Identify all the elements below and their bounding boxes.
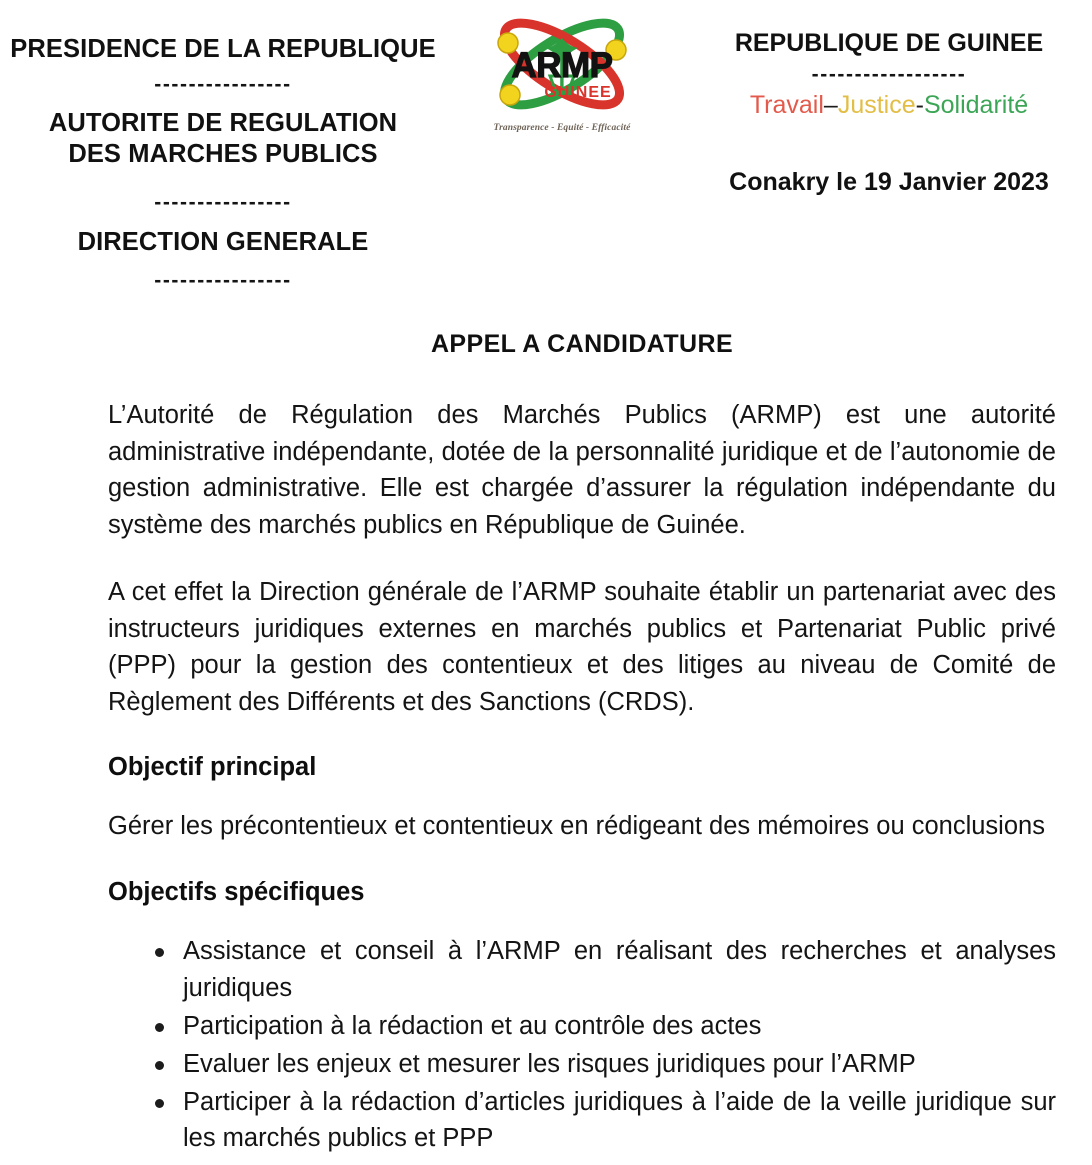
- list-item: [155, 1084, 1056, 1156]
- logo-wordmark: [511, 46, 612, 101]
- header-left-block: [0, 34, 446, 291]
- header-right-separator: ------------------: [811, 64, 967, 85]
- motto-dash-1: –: [823, 91, 838, 119]
- objectifs-specifiques-list: [108, 933, 1056, 1156]
- armp-logo: [488, 2, 640, 142]
- header-separator-2: ----------------: [154, 192, 292, 214]
- list-item-text: Evaluer les enjeux et mesurer les risques juridiques pour l’ARMP: [183, 1050, 916, 1079]
- dateline: Conakry le 19 Janvier 2023: [729, 168, 1049, 196]
- header-separator-3: ----------------: [154, 270, 292, 292]
- list-item: [155, 1046, 1056, 1082]
- list-item-text: Participer à la rédaction d’articles juridiques à l’aide de la veille juridique sur les marchés publics et PPP: [183, 1088, 1056, 1153]
- page-title: APPEL A CANDIDATURE: [430, 330, 734, 358]
- paragraph-purpose: A cet effet la Direction générale de l’ARMP souhaite établir un partenariat avec des instructeurs juridiques externes en marchés publics et Partenariat Public privé (PPP) pour la gestion des contentieux et des litiges au niveau de Comité de Règlement des Différents et des Sanctions (CRDS).: [108, 577, 1056, 717]
- authority-line-1: AUTORITE DE REGULATION: [48, 109, 398, 138]
- list-item-text: Assistance et conseil à l’ARMP en réalisant des recherches et analyses juridiques: [183, 937, 1056, 1002]
- motto-solidarite: Solidarité: [923, 91, 1029, 119]
- letterhead: [0, 0, 1092, 292]
- presidency-line: PRESIDENCE DE LA REPUBLIQUE: [10, 35, 436, 63]
- list-item-text: Participation à la rédaction et au contrôle des actes: [183, 1011, 762, 1040]
- authority-line-2: DES MARCHES PUBLICS: [68, 140, 378, 169]
- list-item: [155, 1008, 1056, 1044]
- direction-generale-line: DIRECTION GENERALE: [77, 228, 369, 257]
- national-motto: [694, 90, 1084, 120]
- heading-objectifs-specifiques: Objectifs spécifiques: [108, 878, 365, 907]
- logo-tagline: Transparence - Equité - Efficacité: [493, 123, 631, 133]
- header-separator-1: ----------------: [154, 74, 292, 96]
- document-body: [108, 330, 1056, 1159]
- svg-text:ARMP: ARMP: [511, 46, 613, 85]
- svg-text:GUINEE: GUINEE: [544, 84, 612, 101]
- republic-line: REPUBLIQUE DE GUINEE: [734, 29, 1044, 57]
- paragraph-objectif-principal: Gérer les précontentieux et contentieux en rédigeant des mémoires ou conclusions: [108, 811, 1045, 840]
- motto-travail: Travail: [749, 91, 824, 119]
- list-item: [155, 933, 1056, 1005]
- motto-dash-2: -: [915, 91, 924, 119]
- header-right-block: [694, 28, 1084, 197]
- paragraph-intro: L’Autorité de Régulation des Marchés Publics (ARMP) est une autorité administrative indépendante, dotée de la personnalité juridique et de l’autonomie de gestion administrative. Elle est chargée d’assurer la régulation indépendante du système des marchés publics en République de Guinée.: [108, 401, 1056, 540]
- motto-justice: Justice: [837, 91, 916, 119]
- heading-objectif-principal: Objectif principal: [108, 752, 317, 781]
